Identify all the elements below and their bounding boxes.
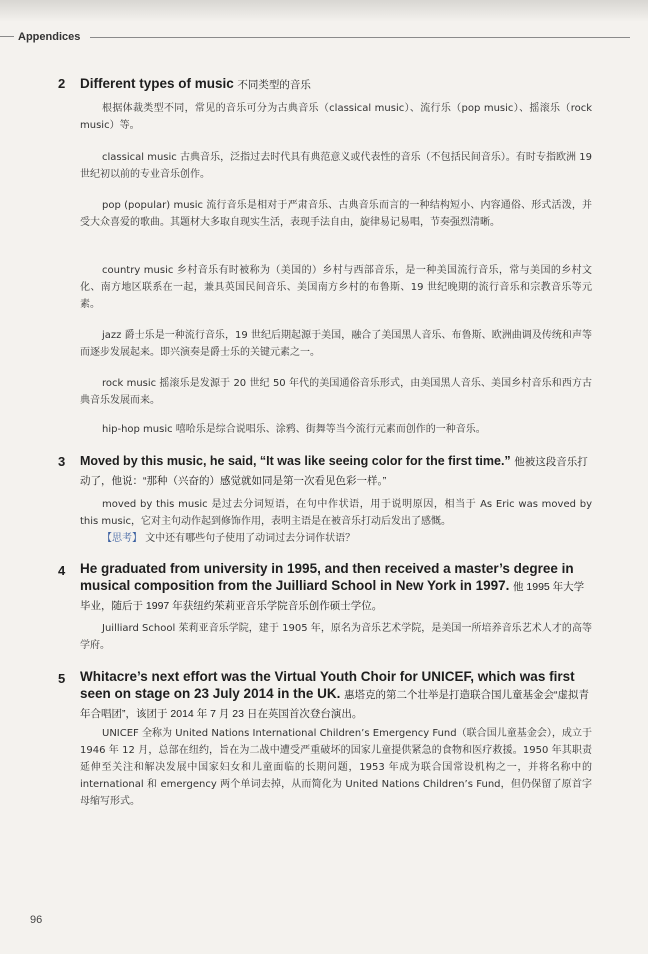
- section-2-title-zh: 不同类型的音乐: [237, 79, 311, 91]
- section-number-5: 5: [58, 671, 66, 686]
- section-4-title-en: He graduated from university in 1995, and then received a master’s degree in musical composition from the Juilliard School in New York in 1997.: [80, 561, 574, 593]
- section-3-title-zh: 他被这段音乐打动了，他说：“那种（兴奋的）感觉就如同是第一次看见色彩一样。”: [80, 456, 588, 487]
- section-3-explanation: moved by this music 是过去分词短语，在句中作状语，用于说明原因，相当于 As Eric was moved by this music，它对主句动作起到修饰作用，表明主语是在被音乐打动后发出了感慨。: [80, 499, 592, 527]
- genre-hiphop: hip-hop music 嘻哈乐是综合说唱乐、涂鸦、街舞等当今流行元素而创作的一种音乐。: [102, 424, 486, 435]
- running-header: [18, 28, 630, 46]
- section-4-title: [80, 560, 594, 615]
- think-tag: 【思考】: [102, 533, 142, 544]
- genre-jazz: jazz 爵士乐是一种流行音乐，19 世纪后期起源于美国，融合了美国黑人音乐、布鲁斯、欧洲曲调及传统和声等而逐步发展起来。即兴演奏是爵士乐的关键元素之一。: [80, 330, 592, 358]
- genre-rock: rock music 摇滚乐是发源于 20 世纪 50 年代的美国通俗音乐形式，由美国黑人音乐、美国乡村音乐和西方古典音乐发展而来。: [80, 378, 592, 406]
- section-3-title-en: Moved by this music, he said, “It was like seeing color for the first time.”: [80, 454, 511, 468]
- section-2-title-en: Different types of music: [80, 76, 234, 91]
- header-rule: [90, 37, 630, 38]
- section-number-3: 3: [58, 454, 66, 469]
- genre-pop: pop (popular) music 流行音乐是相对于严肃音乐、古典音乐而言的一种结构短小、内容通俗、形式活泼，并受大众喜爱的歌曲。其题材大多取自现实生活，表现手法自由，旋律易记易唱，节奏强烈清晰。: [80, 200, 592, 228]
- top-shadow: [0, 0, 648, 22]
- section-number-2: 2: [58, 76, 66, 91]
- section-label: Appendices: [18, 31, 81, 43]
- section-2-title: [80, 75, 600, 94]
- genre-country: country music 乡村音乐有时被称为（美国的）乡村与西部音乐，是一种美国流行音乐，常与美国的乡村文化、南方地区联系在一起，兼具英国民间音乐、美国南方乡村的布鲁斯、19 世纪晚期的流行音乐和宗教音乐等元素。: [80, 265, 592, 310]
- genre-classical: classical music 古典音乐，泛指过去时代具有典范意义或代表性的音乐（不包括民间音乐）。有时专指欧洲 19 世纪初以前的专业音乐创作。: [80, 152, 592, 180]
- section-number-4: 4: [58, 563, 66, 578]
- think-text: 文中还有哪些句子使用了动词过去分词作状语？: [145, 533, 356, 544]
- think-prompt: [102, 530, 592, 547]
- section-4-explanation: Juilliard School 茱莉亚音乐学院，建于 1905 年，原名为音乐艺术学院，是美国一所培养音乐艺术人才的高等学府。: [80, 623, 592, 651]
- section-3-title: [80, 452, 594, 490]
- section-2-intro: 根据体裁类型不同，常见的音乐可分为古典音乐（classical music）、流行乐（pop music）、摇滚乐（rock music）等。: [80, 103, 592, 131]
- section-5-title: [80, 668, 594, 723]
- section-5-explanation: UNICEF 全称为 United Nations International Children’s Emergency Fund（联合国儿童基金会），成立于 1946 年 12 月，总部在纽约，旨在为二战中遭受严重破坏的国家儿童提供紧急的食物和医疗救援。1950 年其职责延伸至关注和解决发展中国家妇女和儿童面临的长期问题，1953 年成为联合国常设机构之一，并将名称中的 international 和 emergency 两个单词去掉，从而简化为 United Nations Children’s Fund，但仍保留了原首字母缩写形式。: [80, 728, 592, 807]
- page-number: 96: [30, 914, 43, 926]
- section-4-title-zh: 他 1995 年大学毕业，随后于 1997 年获纽约茱莉亚音乐学院音乐创作硕士学位。: [80, 581, 585, 612]
- section-5-title-en: Whitacre’s next effort was the Virtual Youth Choir for UNICEF, which was first seen on stage on 23 July 2014 in the UK.: [80, 669, 575, 701]
- section-5-title-zh: 惠塔克的第二个壮举是打造联合国儿童基金会“虚拟青年合唱团”，该团于 2014 年 7 月 23 日在英国首次登台演出。: [80, 689, 589, 720]
- header-rule-left: [0, 36, 14, 37]
